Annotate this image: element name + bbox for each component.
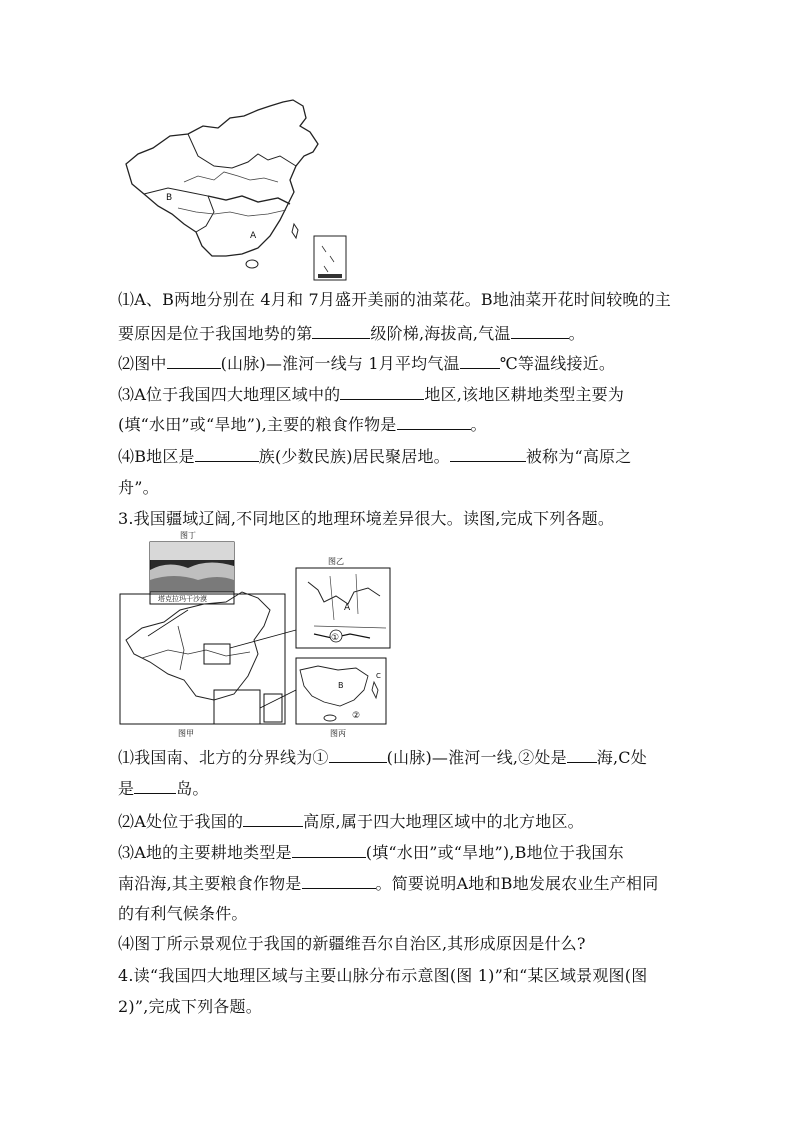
answer-blank[interactable] (460, 352, 500, 369)
q3-text: 海,C处 (596, 748, 647, 767)
region-boundary-north (188, 134, 296, 168)
answer-blank[interactable] (195, 445, 259, 462)
fig-bing-marker: ② (352, 711, 361, 721)
fig-bing-label-c: C (376, 672, 381, 680)
q3-text: 岛。 (176, 779, 209, 798)
answer-blank[interactable] (312, 322, 370, 339)
fig-jia-inset-qinling (204, 644, 230, 664)
fig-jia-boundary (142, 650, 250, 658)
island-taiwan (292, 224, 298, 238)
region-maps-figure (118, 530, 393, 740)
q2-line-5 (118, 413, 688, 436)
fig-bing-title: 图丙 (330, 729, 346, 738)
fig-bing-label-b: B (338, 681, 344, 690)
q3-text: ⑴我国南、北方的分界线为① (118, 748, 329, 767)
fig-bing-taiwan (372, 682, 378, 698)
q2-line-6 (118, 445, 688, 468)
fig-yi-label-a: A (344, 603, 351, 613)
q3-line-2 (118, 777, 688, 800)
q3-line-3 (118, 810, 688, 833)
fig-ding-title: 图丁 (180, 531, 196, 540)
river-yangtze (178, 208, 286, 216)
q2-text: ⑷B地区是 (118, 447, 195, 466)
fig-yi-connector (230, 630, 296, 648)
q2-text: 。 (470, 415, 487, 434)
fig-ding-caption: 塔克拉玛干沙漠 (158, 595, 207, 603)
q3-line-6 (118, 903, 688, 925)
q2-text: 舟”。 (118, 478, 159, 497)
q2-part1-text: ⑴A、B两地分别在 4月和 7月盛开美丽的油菜花。B地油菜开花时间较晚的主 (118, 290, 672, 309)
answer-blank[interactable] (329, 746, 387, 763)
q3-text: ⑵A处位于我国的 (118, 812, 244, 831)
answer-blank[interactable] (511, 322, 569, 339)
answer-blank[interactable] (397, 413, 471, 430)
fig-jia-china-outline (126, 592, 270, 700)
answer-blank[interactable] (302, 872, 376, 889)
answer-blank[interactable] (292, 841, 366, 858)
q2-text: (山脉)—淮河一线与 1月平均气温 (220, 354, 460, 373)
q2-text: 族(少数民族)居民聚居地。 (258, 447, 450, 466)
river-yellow (184, 172, 278, 182)
fig-jia-title: 图甲 (178, 729, 194, 738)
q2-line-7 (118, 477, 688, 499)
q2-text: 。 (568, 324, 585, 343)
fig-yi-river (308, 582, 380, 604)
q2-line-3 (118, 352, 688, 375)
q2-text: 被称为“高原之 (525, 447, 632, 466)
q2-text: (填“水田”或“旱地”),主要的粮食作物是 (118, 415, 397, 434)
fig-bing-connector (260, 690, 296, 708)
island-hainan (246, 260, 258, 268)
q3-text: ⑷图丁所示景观位于我国的新疆维吾尔自治区,其形成原因是什么? (118, 934, 586, 953)
q3-text: 高原,属于四大地理区域中的北方地区。 (303, 812, 584, 831)
q3-line-4 (118, 841, 688, 864)
fig-bing-hainan (324, 715, 336, 721)
q3-text: 的有利气候条件。 (118, 904, 248, 923)
q4-line-2 (118, 996, 688, 1018)
south-china-sea-inset (314, 236, 346, 280)
q4-text: 2)”,完成下列各题。 (118, 997, 262, 1016)
fig-yi-marker: ① (331, 633, 340, 643)
fig-jia-inset-southeast (214, 690, 260, 724)
answer-blank[interactable] (340, 383, 424, 400)
china-regions-map (118, 96, 350, 286)
answer-blank[interactable] (450, 445, 526, 462)
region-boundary-plateau (144, 188, 214, 232)
q4-line-1 (118, 965, 688, 987)
q2-text: 级阶梯,海拔高,气温 (370, 324, 511, 343)
answer-blank[interactable] (134, 777, 176, 794)
q2-line-1 (118, 289, 688, 311)
fig-bing-coast (300, 666, 368, 706)
fig-jia-boundary-west (178, 626, 184, 670)
q3-text: (山脉)—淮河一线,②处是 (386, 748, 567, 767)
q3-text: 。简要说明A地和B地发展农业生产相同 (375, 874, 659, 893)
q2-text: 地区,该地区耕地类型主要为 (424, 385, 625, 404)
answer-blank[interactable] (567, 746, 597, 763)
answer-blank[interactable] (167, 352, 221, 369)
inset-dashes (322, 246, 334, 272)
fig-yi-title: 图乙 (328, 557, 344, 566)
q3-title-text: 3.我国疆域辽阔,不同地区的地理环境差异很大。读图,完成下列各题。 (118, 509, 615, 528)
answer-blank[interactable] (243, 810, 303, 827)
q3-line-5 (118, 872, 688, 895)
q2-line-4 (118, 383, 688, 406)
china-outline (126, 100, 318, 256)
q2-line-2 (118, 322, 688, 345)
q4-text: 4.读“我国四大地理区域与主要山脉分布示意图(图 1)”和“某区域景观图(图 (118, 966, 648, 985)
q2-text: 要原因是位于我国地势的第 (118, 324, 313, 343)
map1-label-a: A (250, 231, 257, 241)
q3-line-7 (118, 933, 688, 955)
fig-ding-photo (150, 542, 234, 592)
q2-text: ℃等温线接近。 (499, 354, 616, 373)
q3-text: 是 (118, 779, 135, 798)
q3-text: (填“水田”或“旱地”),B地位于我国东 (365, 843, 624, 862)
q3-text: 南沿海,其主要粮食作物是 (118, 874, 302, 893)
q2-text: ⑶A位于我国四大地理区域中的 (118, 385, 341, 404)
inset-caption-box (318, 274, 342, 278)
q2-text: ⑵图中 (118, 354, 167, 373)
q3-text: ⑶A地的主要耕地类型是 (118, 843, 292, 862)
q3-title (118, 508, 688, 530)
map1-label-b: B (166, 193, 173, 203)
fig-jia-pointer-desert (148, 610, 188, 636)
region-boundary-qinling (208, 196, 290, 204)
q3-line-1 (118, 746, 688, 769)
